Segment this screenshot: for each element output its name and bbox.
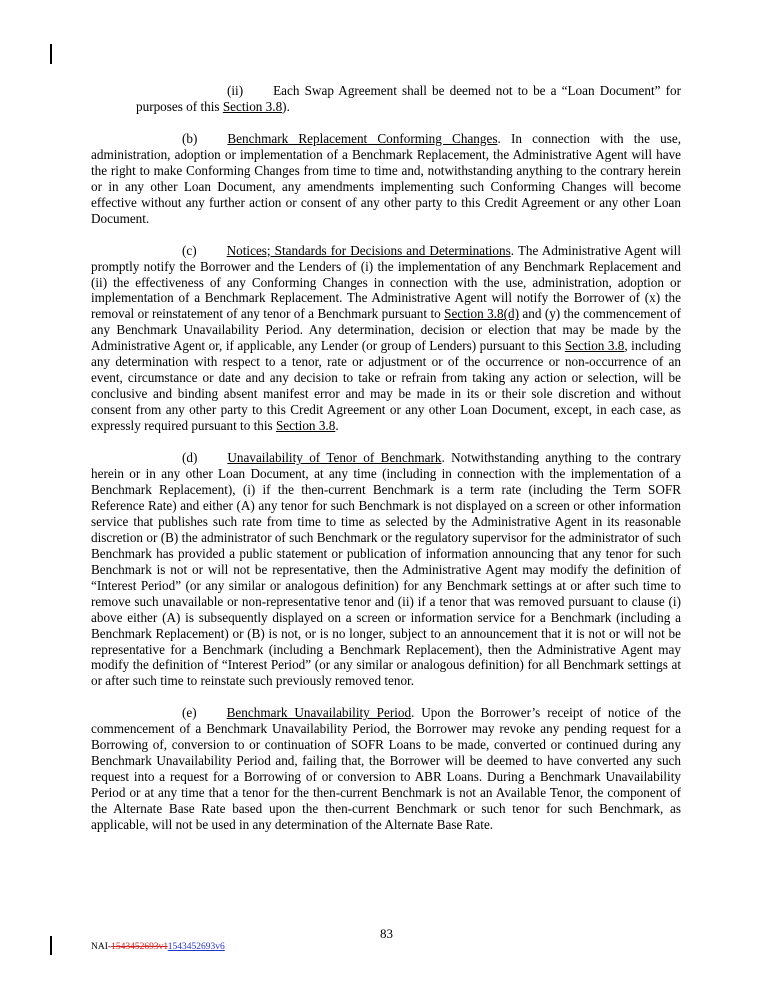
section-reference: Section 3.8 <box>222 98 283 114</box>
subparagraph-label: (ii) <box>227 83 244 98</box>
section-reference: Section 3.8 <box>564 338 625 354</box>
change-bar-top <box>50 44 52 64</box>
document-id-footer <box>91 942 225 952</box>
paragraph-text: . Upon the Borrower’s receipt of notice of the commencement of a Benchmark Unavailability Period, the Borrower may revoke any pending request for a Borrowing of, conversion to or continuation of SOFR Loans to be made, converted or continued during any Benchmark Unavailability Period and, failing that, the Borrower will be deemed to have converted any such request into a request for a Borrowing of or conversion to ABR Loans. During a Benchmark Unavailability Period or at any time that a tenor for the then-current Benchmark is not an Available Tenor, the component of the Alternate Base Rate based upon the then-current Benchmark or such tenor for such Benchmark, as applicable, will not be used in any determination of the Alternate Base Rate. <box>91 705 681 833</box>
section-reference: Section 3.8 <box>275 418 336 434</box>
paragraph-label: (c) <box>182 242 197 258</box>
footer-prefix: NAI- <box>91 942 112 952</box>
subparagraph-text-end: ). <box>282 98 290 114</box>
paragraph-heading: Notices; Standards for Decisions and Determinations <box>226 242 511 258</box>
subparagraph-text: Each Swap Agreement shall be deemed not to be a “Loan Document” for purposes of this <box>136 83 681 114</box>
document-body <box>91 83 681 833</box>
paragraph-e <box>91 705 681 833</box>
paragraph-c <box>91 243 681 434</box>
paragraph-heading: Benchmark Unavailability Period <box>226 705 412 721</box>
inserted-document-id: 1543452693v6 <box>167 942 225 952</box>
paragraph-label: (e) <box>182 705 197 721</box>
paragraph-text-end: . <box>335 418 339 434</box>
paragraph-text: . In connection with the use, administration, adoption or implementation of a Benchmark Replacement, the Administrative Agent will have the right to make Conforming Changes from time to time and, notwithstanding anything to the contrary herein or in any other Loan Document, any amendments implementing such Conforming Changes will become effective without any further action or consent of any other party to this Credit Agreement or any other Loan Document. <box>91 130 681 226</box>
paragraph-text: . Notwithstanding anything to the contrary herein or in any other Loan Document, at any time (including in connection with the implementation of a Benchmark Replacement), (i) if the then-current Benchmark is a term rate (including the Term SOFR Reference Rate) and either (A) any tenor for such Benchmark is not displayed on a screen or other information service that publishes such rate from time to time as selected by the Administrative Agent in its reasonable discretion or (B) the administrator of such Benchmark or the regulatory supervisor for the administrator of such Benchmark has provided a public statement or publication of information announcing that any tenor for such Benchmark is not or will not be representative, then the Administrative Agent may modify the definition of “Interest Period” (or any similar or analogous definition) for any Benchmark settings at or after such time to remove such unavailable or non-representative tenor and (ii) if a tenor that was removed pursuant to clause (i) above either (A) is subsequently displayed on a screen or information service for a Benchmark (including a Benchmark Replacement) or (B) is not, or is no longer, subject to an announcement that it is not or will not be representative for a Benchmark (including a Benchmark Replacement), then the Administrative Agent may modify the definition of “Interest Period” (or any similar or analogous definition) for all Benchmark settings at or after such time to reinstate such previously removed tenor. <box>91 450 681 689</box>
paragraph-b <box>91 131 681 227</box>
subparagraph-ii <box>91 83 681 115</box>
page-number: 83 <box>380 926 393 941</box>
paragraph-text: , including any determination with respect to a tenor, rate or adjustment or of the occurrence or non-occurrence of an event, circumstance or date and any decision to take or refrain from taking any action or selection, will be conclusive and binding absent manifest error and may be made in its or their sole discretion and without consent from any other party to this Credit Agreement or any other Loan Document, except, in each case, as expressly required pursuant to this <box>91 338 681 434</box>
paragraph-text: . The Administrative Agent will promptly notify the Borrower and the Lenders of (i) the implementation of any Benchmark Replacement and (ii) the effectiveness of any Conforming Changes in connection with the use, administration, adoption or implementation of a Benchmark Replacement. The Administrative Agent will notify the Borrower of (x) the removal or reinstatement of any tenor of a Benchmark pursuant to <box>91 242 681 322</box>
paragraph-heading: Unavailability of Tenor of Benchmark <box>227 450 442 466</box>
paragraph-label: (d) <box>182 450 198 466</box>
deleted-document-id: 1543452693v1 <box>111 942 168 952</box>
paragraph-heading: Benchmark Replacement Conforming Changes <box>227 130 498 146</box>
paragraph-d <box>91 450 681 689</box>
paragraph-text: and (y) the commencement of any Benchmark Unavailability Period. Any determination, decision or election that may be made by the Administrative Agent or, if applicable, any Lender (or group of Lenders) pursuant to this <box>91 306 682 354</box>
paragraph-label: (b) <box>182 130 198 146</box>
section-reference: Section 3.8(d) <box>444 306 519 322</box>
